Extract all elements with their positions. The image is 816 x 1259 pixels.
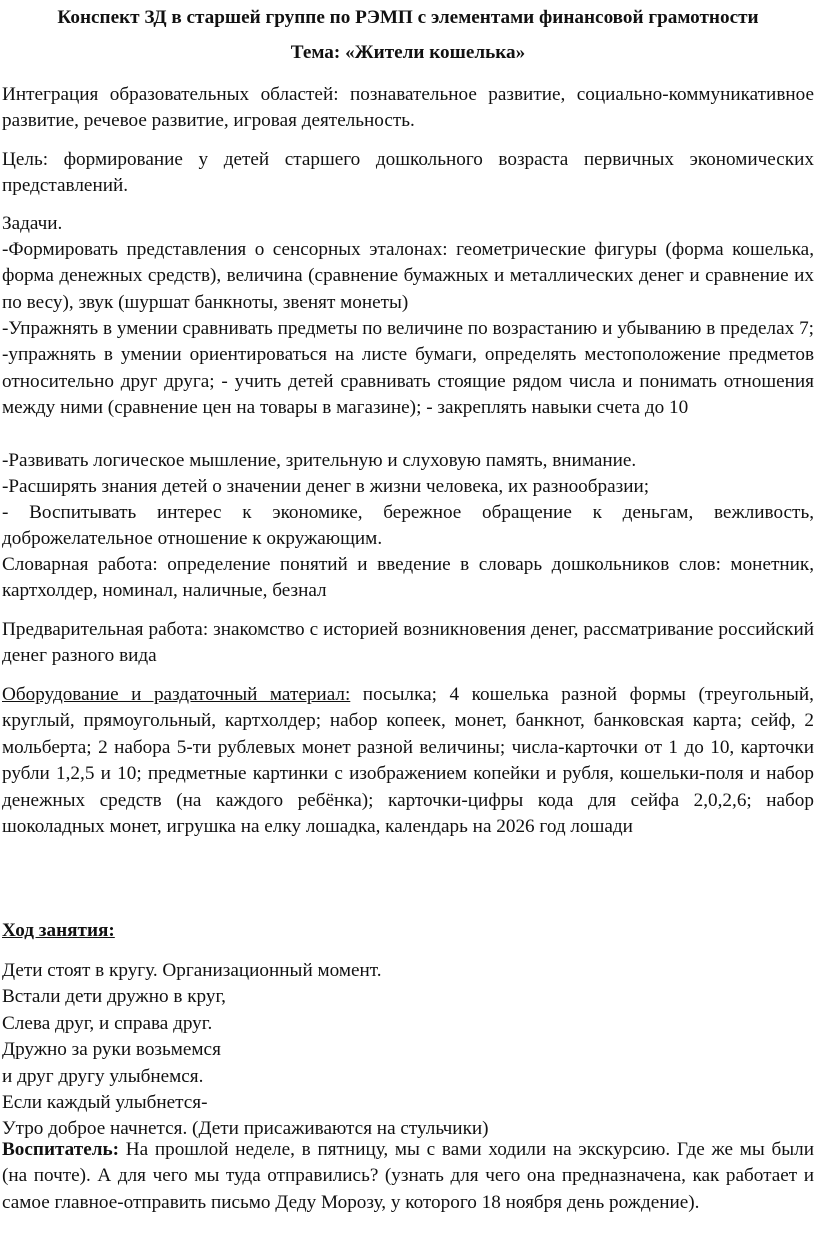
course-heading-text: Ход занятия: — [2, 920, 115, 941]
teacher-text: На прошлой неделе, в пятницу, мы с вами ходили на экскурсию. Где же мы были (на почте). А для чего мы туда отправились? (узнать для чего она предназначена, как работает и самое главное-отправить письмо Деду Морозу, у которого 18 ноября день рождение). — [2, 1139, 814, 1213]
teacher-paragraph — [2, 1137, 814, 1216]
goal-paragraph: Цель: формирование у детей старшего дошкольного возраста первичных экономических представлений. — [2, 149, 814, 197]
poem-line: Если каждый улыбнется- — [2, 1092, 208, 1114]
course-heading — [2, 918, 814, 944]
poem-line: Дети стоят в кругу. Организационный момент. — [2, 960, 382, 981]
equipment-label: Оборудование и раздаточный материал: — [2, 684, 351, 705]
task-item: -Расширять знания детей о значении денег в жизни человека, их разнообразии; — [2, 476, 650, 497]
preliminary-paragraph: Предварительная работа: знакомство с историей возникновения денег, рассматривание российский денег разного вида — [2, 619, 814, 667]
equipment-text: посылка; 4 кошелька разной формы (треугольный, круглый, прямоугольный, картхолдер; набор копеек, монет, банкнот, банковская карта; сейф, 2 мольберта; 2 набора 5-ти рублевых монет разной величины; числа-карточки от 1 до 10, карточки рубли 1,2,5 и 10; предметные картинки с изображением копейки и рубля, кошельки-поля и набор денежных средств (на каждого ребёнка); карточки-цифры кода для сейфа 2,0,2,6; набор шоколадных монет, игрушка на елку лошадка, календарь на 2026 год лошади — [2, 684, 814, 838]
document-topic: Тема: «Жители кошелька» — [290, 42, 526, 63]
poem-line: Встали дети дружно в круг, — [2, 986, 226, 1008]
task-item: -Формировать представления о сенсорных эталонах: геометрические фигуры (форма кошелька, форма денежных средств), величина (сравнение бумажных и металлических денег и сравнение их по весу), звук (шуршат банкноты, звенят монеты) — [2, 239, 814, 313]
document-title: Конспект ЗД в старшей группе по РЭМП с элементами финансовой грамотности — [57, 7, 759, 28]
poem-line: и друг другу улыбнемся. — [2, 1065, 204, 1087]
teacher-label: Воспитатель: — [2, 1139, 120, 1160]
tasks-heading: Задачи. — [2, 213, 63, 234]
vocabulary-paragraph: Словарная работа: определение понятий и введение в словарь дошкольников слов: монетник, картхолдер, номинал, наличные, безнал — [2, 554, 814, 602]
poem-line: Утро доброе начнется. (Дети присаживаются на стульчики) — [2, 1118, 489, 1140]
task-item: -Упражнять в умении сравнивать предметы по величине по возрастанию и убыванию в пределах 7; -упражнять в умении ориентироваться на листе бумаги, определять местоположение предметов относительно друг друга; - учить детей сравнивать стоящие рядом числа и понимать отношения между ними (сравнение цен на товары в магазине); - закреплять навыки счета до 10 — [2, 318, 814, 419]
task-item: -Развивать логическое мышление, зрительную и слуховую память, внимание. — [2, 450, 637, 471]
poem-block — [2, 958, 814, 1143]
poem-line: Дружно за руки возьмемся — [2, 1039, 221, 1061]
integration-paragraph: Интеграция образовательных областей: познавательное развитие, социально-коммуникативное развитие, речевое развитие, игровая деятельность. — [2, 84, 814, 132]
equipment-paragraph — [2, 682, 814, 840]
poem-line: Слева друг, и справа друг. — [2, 1012, 213, 1034]
task-item: - Воспитывать интерес к экономике, бережное обращение к деньгам, вежливость, доброжелательное отношение к окружающим. — [2, 502, 814, 550]
